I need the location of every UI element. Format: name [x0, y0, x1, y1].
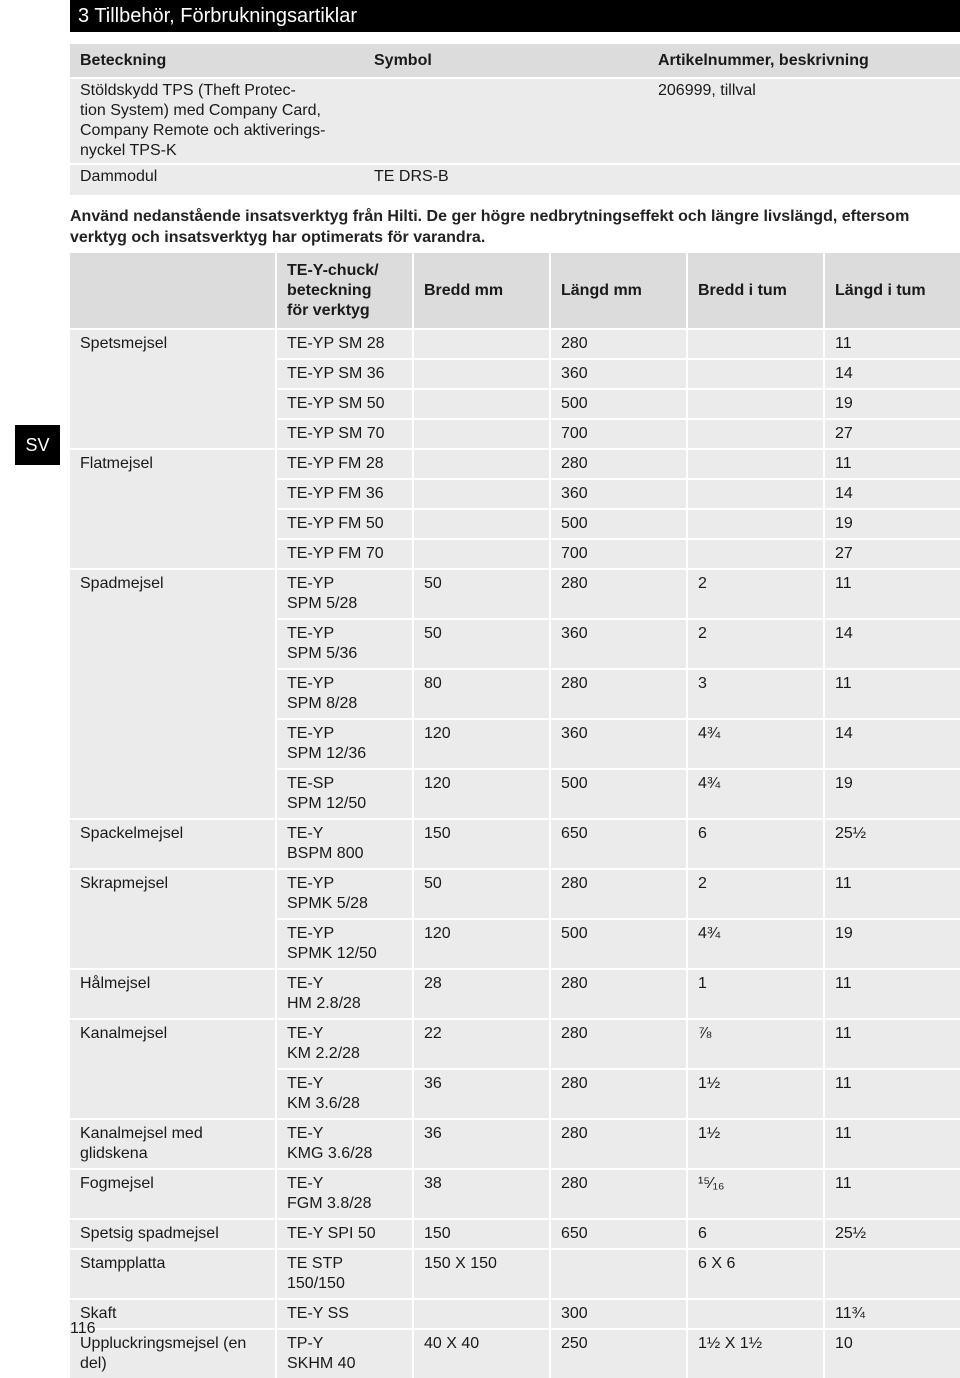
tool-type-cell	[70, 539, 276, 569]
tools-cell: TE STP 150/150	[276, 1249, 413, 1299]
tools-cell	[687, 419, 824, 449]
tools-cell: 280	[550, 969, 687, 1019]
tools-cell: TE-YP SPM 8/28	[276, 669, 413, 719]
tool-type-cell: Spadmejsel	[70, 569, 276, 619]
tools-cell: 40 X 40	[413, 1329, 550, 1378]
tools-row	[70, 769, 960, 819]
tools-cell: 2	[687, 869, 824, 919]
tool-type-cell	[70, 389, 276, 419]
tools-cell: 50	[413, 619, 550, 669]
tool-type-cell	[70, 1069, 276, 1119]
tool-type-cell	[70, 479, 276, 509]
accessories-header-2: Artikelnummer, beskrivning	[648, 44, 960, 78]
tool-type-cell: Skrapmejsel	[70, 869, 276, 919]
tools-row	[70, 869, 960, 919]
tools-cell: 360	[550, 619, 687, 669]
tools-cell: TE-YP FM 36	[276, 479, 413, 509]
tools-cell: TE-YP FM 70	[276, 539, 413, 569]
tool-type-cell	[70, 419, 276, 449]
tools-cell: TE-YP SPM 5/36	[276, 619, 413, 669]
page-number: 116	[70, 1320, 96, 1337]
tools-cell	[687, 389, 824, 419]
tools-cell: 10	[824, 1329, 960, 1378]
tools-cell: 11	[824, 1019, 960, 1069]
tools-cell: 6	[687, 819, 824, 869]
tools-cell: 50	[413, 569, 550, 619]
tools-cell: 150	[413, 1219, 550, 1249]
tools-cell: 4¾	[687, 719, 824, 769]
tools-cell: ¹⁵⁄₁₆	[687, 1169, 824, 1219]
tools-cell: TE-YP FM 28	[276, 449, 413, 479]
accessories-row	[70, 164, 960, 195]
tools-cell	[824, 1249, 960, 1299]
accessories-header-1: Symbol	[364, 44, 648, 78]
tools-row	[70, 509, 960, 539]
tools-header-1: TE-Y-chuck/ beteckning för verktyg	[276, 253, 413, 329]
accessories-table	[70, 44, 960, 195]
tools-cell: TE-YP SPM 5/28	[276, 569, 413, 619]
tools-cell	[413, 329, 550, 359]
tool-type-cell: Kanalmejsel med glidskena	[70, 1119, 276, 1169]
tools-cell	[687, 479, 824, 509]
tool-type-cell: Fogmejsel	[70, 1169, 276, 1219]
tools-cell: 11	[824, 869, 960, 919]
tool-type-cell	[70, 769, 276, 819]
tools-cell: 1½	[687, 1119, 824, 1169]
tools-cell	[413, 359, 550, 389]
tools-cell: 19	[824, 389, 960, 419]
tool-type-cell	[70, 919, 276, 969]
tools-cell: 36	[413, 1069, 550, 1119]
tools-row	[70, 1219, 960, 1249]
tools-cell: 280	[550, 869, 687, 919]
tools-row	[70, 1329, 960, 1378]
tools-cell	[413, 539, 550, 569]
insert-tools-table	[70, 253, 960, 1378]
tools-cell: TE-YP SM 50	[276, 389, 413, 419]
tools-cell: 280	[550, 1119, 687, 1169]
accessories-header-0: Beteckning	[70, 44, 364, 78]
tools-cell: 2	[687, 619, 824, 669]
tools-row	[70, 419, 960, 449]
tool-type-cell: Spetsmejsel	[70, 329, 276, 359]
tools-cell: 11	[824, 669, 960, 719]
tools-row	[70, 669, 960, 719]
tools-row	[70, 1069, 960, 1119]
tools-cell: 250	[550, 1329, 687, 1378]
tools-row	[70, 919, 960, 969]
tools-cell	[413, 419, 550, 449]
tools-row	[70, 1019, 960, 1069]
tools-cell	[687, 359, 824, 389]
tools-cell: TE-YP SM 28	[276, 329, 413, 359]
tools-cell: 36	[413, 1119, 550, 1169]
tools-cell: 1½	[687, 1069, 824, 1119]
intro-paragraph: Använd nedanstående insatsverktyg från Hilti. De ger högre nedbrytningseffekt och längre livslängd, eftersom verktyg och insatsverktyg har optimerats för varandra.	[70, 208, 910, 246]
tools-cell: 4¾	[687, 769, 824, 819]
tools-cell	[550, 1249, 687, 1299]
tools-cell: TE-Y BSPM 800	[276, 819, 413, 869]
tools-header-4: Bredd i tum	[687, 253, 824, 329]
tools-cell	[413, 509, 550, 539]
tools-cell: 500	[550, 919, 687, 969]
tool-type-cell	[70, 359, 276, 389]
tool-type-cell: Stampplatta	[70, 1249, 276, 1299]
tools-cell: 150	[413, 819, 550, 869]
tools-cell: 22	[413, 1019, 550, 1069]
tools-cell: 19	[824, 509, 960, 539]
tools-cell: 11	[824, 1169, 960, 1219]
tools-row	[70, 1299, 960, 1329]
tools-cell: 19	[824, 769, 960, 819]
tools-cell: ⅞	[687, 1019, 824, 1069]
tools-cell: 25½	[824, 1219, 960, 1249]
tools-cell: TE-Y FGM 3.8/28	[276, 1169, 413, 1219]
accessories-cell: TE DRS-B	[364, 164, 648, 195]
tools-cell: 11	[824, 1119, 960, 1169]
tools-cell: 3	[687, 669, 824, 719]
tool-type-cell: Spackelmejsel	[70, 819, 276, 869]
tools-cell: 19	[824, 919, 960, 969]
accessories-cell	[364, 78, 648, 164]
tools-cell: 500	[550, 509, 687, 539]
tools-cell: 14	[824, 479, 960, 509]
tools-row	[70, 389, 960, 419]
tools-cell: 14	[824, 719, 960, 769]
tools-cell: 11¾	[824, 1299, 960, 1329]
tools-cell	[687, 329, 824, 359]
tools-cell	[687, 539, 824, 569]
tools-cell: TE-Y KM 2.2/28	[276, 1019, 413, 1069]
tools-cell: 28	[413, 969, 550, 1019]
tools-cell: TE-Y KMG 3.6/28	[276, 1119, 413, 1169]
tools-cell: 4¾	[687, 919, 824, 969]
tools-header-2: Bredd mm	[413, 253, 550, 329]
tools-cell: TE-Y SPI 50	[276, 1219, 413, 1249]
tools-header-3: Längd mm	[550, 253, 687, 329]
tools-cell: 6 X 6	[687, 1249, 824, 1299]
tools-cell	[413, 1299, 550, 1329]
tools-cell: 1½ X 1½	[687, 1329, 824, 1378]
tools-cell	[687, 449, 824, 479]
tools-cell: 11	[824, 969, 960, 1019]
tools-row	[70, 569, 960, 619]
tools-cell: 360	[550, 479, 687, 509]
tools-row	[70, 819, 960, 869]
tools-cell: 500	[550, 389, 687, 419]
tools-cell: 650	[550, 1219, 687, 1249]
tools-row	[70, 719, 960, 769]
language-tab: SV	[15, 425, 60, 465]
tools-cell	[413, 479, 550, 509]
tools-cell: TE-Y HM 2.8/28	[276, 969, 413, 1019]
tools-cell: 700	[550, 419, 687, 449]
tool-type-cell: Hålmejsel	[70, 969, 276, 1019]
tools-cell: 120	[413, 919, 550, 969]
tools-cell: 50	[413, 869, 550, 919]
tool-type-cell: Kanalmejsel	[70, 1019, 276, 1069]
tool-type-cell: Spetsig spadmejsel	[70, 1219, 276, 1249]
tools-cell: 14	[824, 619, 960, 669]
tools-cell: 27	[824, 539, 960, 569]
tools-row	[70, 479, 960, 509]
tool-type-cell	[70, 719, 276, 769]
tools-cell: TE-YP SPMK 5/28	[276, 869, 413, 919]
tools-cell: 6	[687, 1219, 824, 1249]
tools-row	[70, 1169, 960, 1219]
tools-cell: 280	[550, 329, 687, 359]
tool-type-cell	[70, 669, 276, 719]
tools-cell: TE-Y KM 3.6/28	[276, 1069, 413, 1119]
tools-cell: TE-YP SPMK 12/50	[276, 919, 413, 969]
tools-header-0	[70, 253, 276, 329]
tools-cell	[687, 509, 824, 539]
tools-row	[70, 1119, 960, 1169]
accessories-cell: 206999, tillval	[648, 78, 960, 164]
tools-cell: 280	[550, 669, 687, 719]
tools-cell: 360	[550, 359, 687, 389]
tools-cell: 280	[550, 1169, 687, 1219]
accessories-cell: Dammodul	[70, 164, 364, 195]
tools-cell: TE-Y SS	[276, 1299, 413, 1329]
accessories-row	[70, 78, 960, 164]
tools-cell: 27	[824, 419, 960, 449]
tools-cell: 11	[824, 329, 960, 359]
tools-header-5: Längd i tum	[824, 253, 960, 329]
tools-row	[70, 619, 960, 669]
tools-cell: TE-YP SM 70	[276, 419, 413, 449]
tool-type-cell	[70, 619, 276, 669]
tools-cell: 80	[413, 669, 550, 719]
tools-row	[70, 539, 960, 569]
tools-cell: 38	[413, 1169, 550, 1219]
tools-cell: 360	[550, 719, 687, 769]
tools-cell: 11	[824, 449, 960, 479]
tools-cell: TP-Y SKHM 40	[276, 1329, 413, 1378]
tools-cell: 1	[687, 969, 824, 1019]
tools-cell: 11	[824, 569, 960, 619]
tools-cell: 11	[824, 1069, 960, 1119]
tools-cell	[413, 389, 550, 419]
tools-cell: 2	[687, 569, 824, 619]
tool-type-cell: Flatmejsel	[70, 449, 276, 479]
tools-cell	[413, 449, 550, 479]
tools-cell: 280	[550, 1069, 687, 1119]
tool-type-cell: Skaft	[70, 1299, 276, 1329]
tools-row	[70, 969, 960, 1019]
tools-cell: TE-YP FM 50	[276, 509, 413, 539]
tools-cell: 280	[550, 1019, 687, 1069]
tools-cell	[687, 1299, 824, 1329]
tools-row	[70, 449, 960, 479]
tools-cell: 120	[413, 719, 550, 769]
accessories-cell	[648, 164, 960, 195]
tool-type-cell	[70, 509, 276, 539]
tools-row	[70, 359, 960, 389]
tools-cell: 650	[550, 819, 687, 869]
tools-cell: 280	[550, 449, 687, 479]
tools-cell: 150 X 150	[413, 1249, 550, 1299]
tool-type-cell: Uppluckringsmejsel (en del)	[70, 1329, 276, 1378]
tools-cell: TE-SP SPM 12/50	[276, 769, 413, 819]
tools-row	[70, 329, 960, 359]
tools-cell: TE-YP SPM 12/36	[276, 719, 413, 769]
tools-cell: 300	[550, 1299, 687, 1329]
section-title: 3 Tillbehör, Förbrukningsartiklar	[70, 0, 960, 32]
tools-row	[70, 1249, 960, 1299]
tools-cell: 280	[550, 569, 687, 619]
accessories-cell: Stöldskydd TPS (Theft Protec- tion System) med Company Card, Company Remote och aktiverings- nyckel TPS-K	[70, 78, 364, 164]
tools-cell: 700	[550, 539, 687, 569]
tools-cell: 120	[413, 769, 550, 819]
tools-cell: 25½	[824, 819, 960, 869]
tools-cell: 500	[550, 769, 687, 819]
tools-cell: 14	[824, 359, 960, 389]
tools-cell: TE-YP SM 36	[276, 359, 413, 389]
